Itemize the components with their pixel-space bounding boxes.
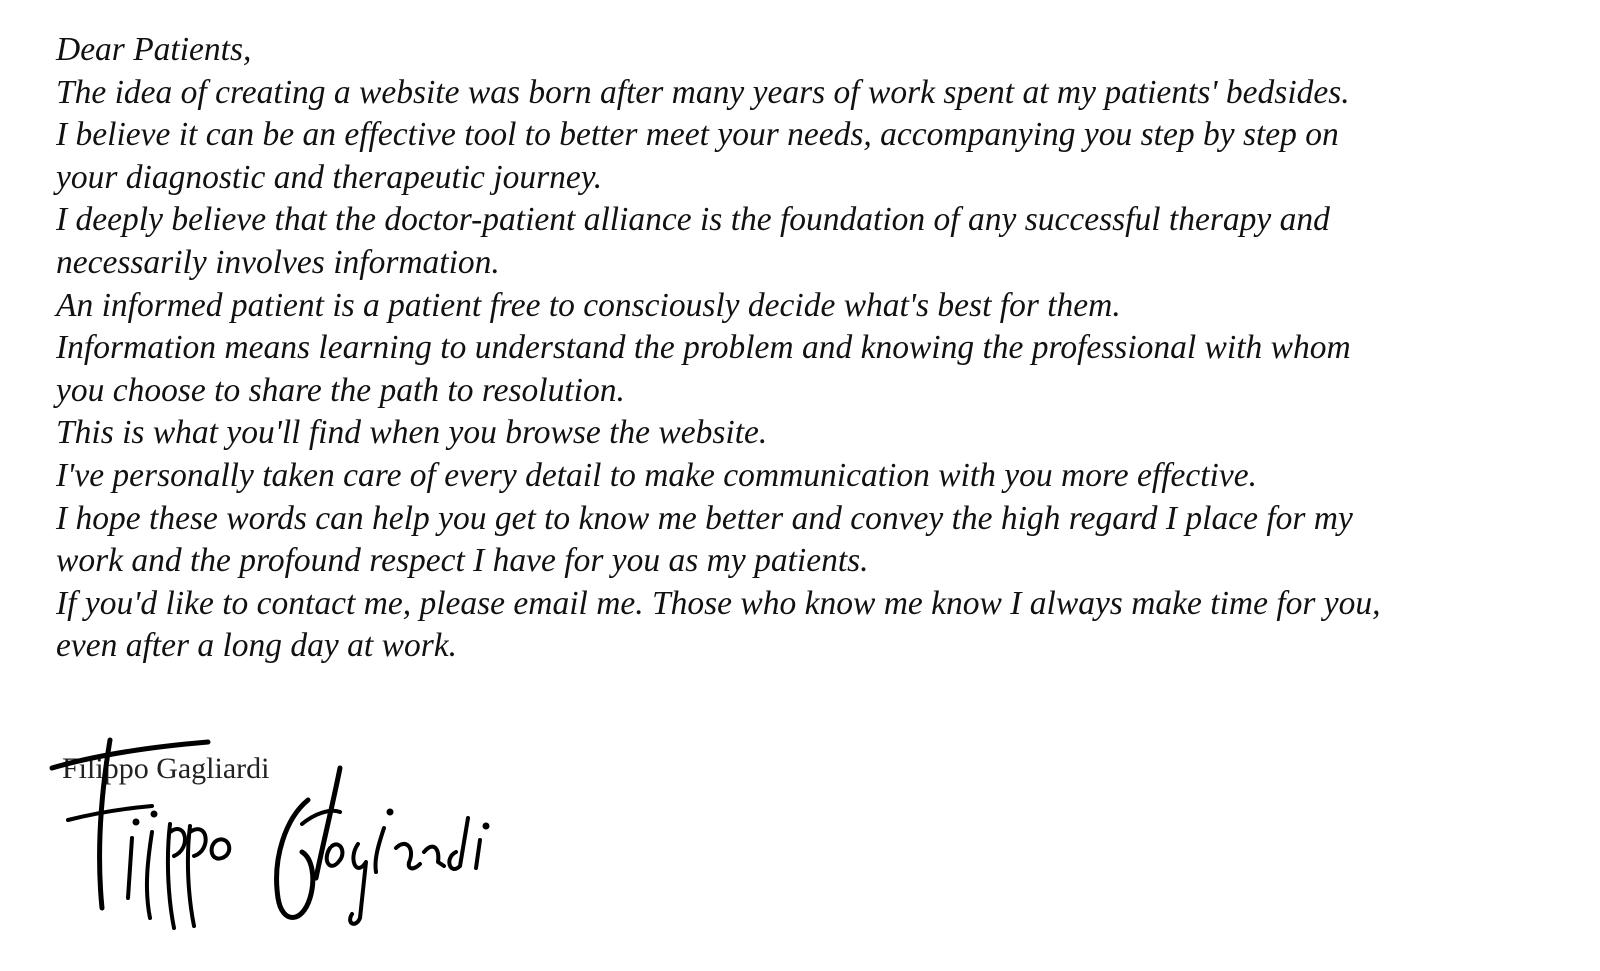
letter-line: I've personally taken care of every detail to make communication with you more effective.	[56, 456, 1257, 494]
letter-line: Information means learning to understand the problem and knowing the professional with whom	[56, 329, 1351, 367]
letter-line: Dear Patients,	[56, 31, 252, 68]
letter-line: necessarily involves information.	[56, 243, 500, 281]
letter-line: The idea of creating a website was born after many years of work spent at my patients' bedsides.	[56, 73, 1350, 111]
letter-line: An informed patient is a patient free to consciously decide what's best for them.	[56, 286, 1121, 324]
letter-line: I hope these words can help you get to know me better and convey the high regard I place for my	[56, 499, 1353, 537]
typed-signer-name: Filippo Gagliardi	[62, 752, 270, 785]
letter-line: work and the profound respect I have for you as my patients.	[56, 542, 869, 580]
letter-line: your diagnostic and therapeutic journey.	[56, 158, 603, 196]
letter-line: even after a long day at work.	[56, 627, 457, 665]
letter-line: If you'd like to contact me, please email me. Those who know me know I always make time for you,	[56, 584, 1381, 622]
letter-line: This is what you'll find when you browse the website.	[56, 414, 768, 452]
letter-line: I believe it can be an effective tool to better meet your needs, accompanying you step by step on	[56, 116, 1339, 154]
handwritten-signature	[40, 728, 500, 948]
letter-body	[56, 29, 1576, 668]
letter-line: you choose to share the path to resolution.	[56, 371, 625, 409]
signature-block	[40, 728, 500, 948]
letter-line: I deeply believe that the doctor-patient alliance is the foundation of any successful therapy and	[56, 201, 1330, 239]
